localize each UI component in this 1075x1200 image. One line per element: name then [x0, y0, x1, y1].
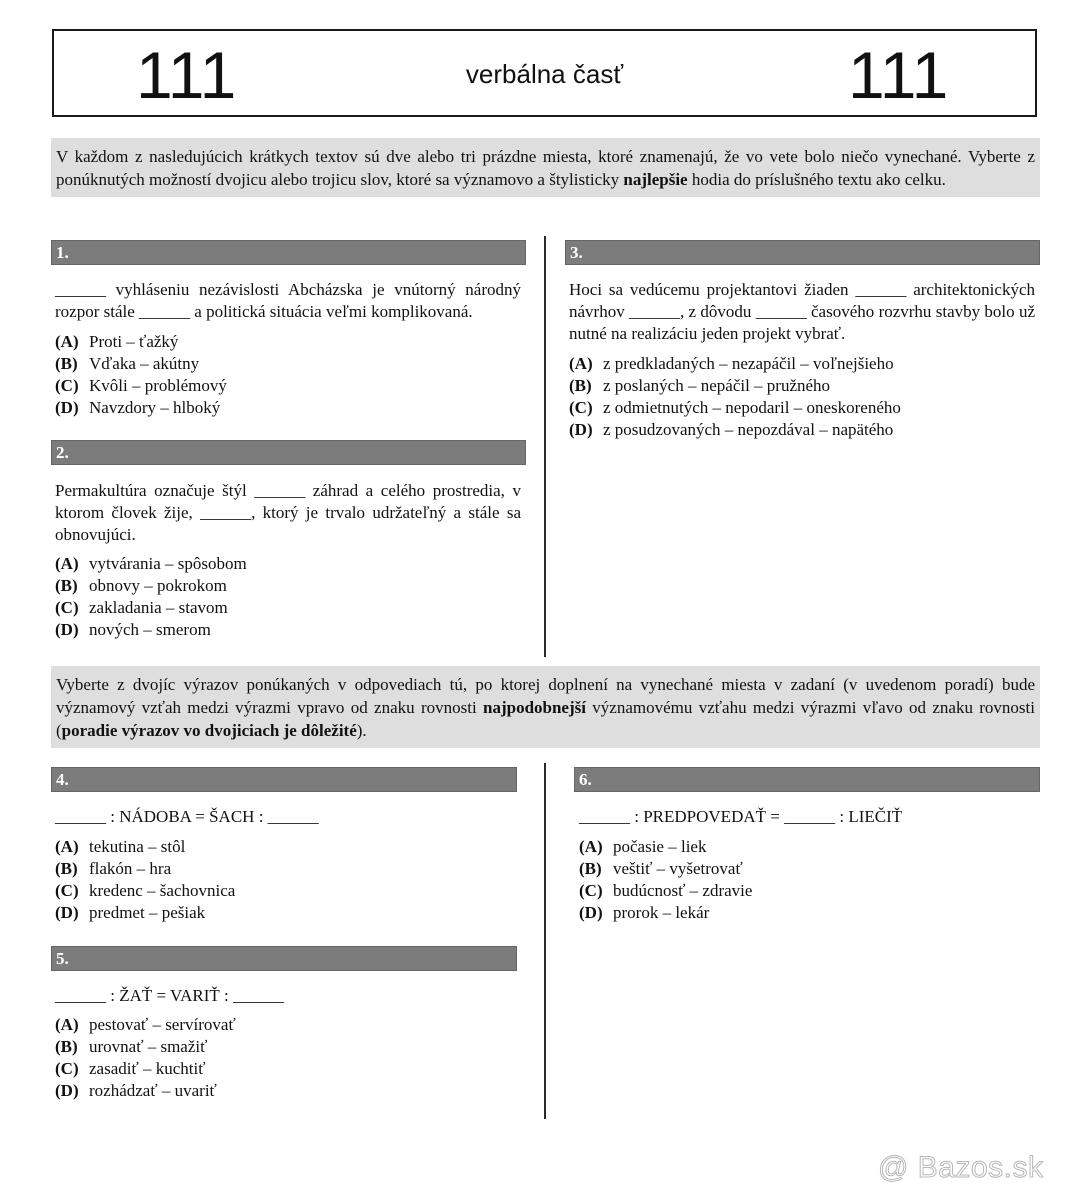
question-4-text: ______ : NÁDOBA = ŠACH : ______ — [55, 807, 319, 826]
instruction-2-text-end: ). — [356, 721, 367, 740]
option-d[interactable]: (D) rozhádzať – uvariť — [55, 1081, 217, 1100]
option-c[interactable]: (C) zakladania – stavom — [55, 598, 228, 617]
option-d[interactable]: (D) Navzdory – hlboký — [55, 398, 221, 417]
instruction-2-bold-2: poradie výrazov vo dvojiciach je dôležité — [61, 721, 357, 740]
option-c[interactable]: (C) z odmietnutých – nepodaril – oneskoreného — [569, 398, 901, 417]
option-b[interactable]: (B) z poslaných – nepáčil – pružného — [569, 376, 831, 395]
instruction-2-text-mid: významovému vzťahu medzi výrazmi vľavo od znaku rovnosti ( — [56, 698, 1035, 740]
column-divider-2 — [544, 763, 546, 1119]
bazos-watermark: @ Bazos.sk — [878, 1151, 1044, 1184]
instruction-2-text: Vyberte z dvojíc výrazov ponúkaných v odpovediach tú, po ktorej doplnení na vynechané miesta v zadaní (v uvedenom poradí) bude významový vzťah medzi výrazmi vpravo od znaku rovnosti — [56, 675, 1035, 717]
instruction-1-text-end: hodia do príslušného textu ako celku. — [687, 170, 946, 189]
option-d[interactable]: (D) prorok – lekár — [579, 903, 710, 922]
question-1-options — [55, 331, 227, 419]
question-5-header: 5. — [51, 946, 517, 971]
question-1-header: 1. — [51, 240, 526, 265]
question-6-text: ______ : PREDPOVEDAŤ = ______ : LIEČIŤ — [579, 807, 903, 826]
header-title: verbálna časť — [465, 59, 624, 89]
option-c[interactable]: (C) budúcnosť – zdravie — [579, 881, 753, 900]
option-d[interactable]: (D) predmet – pešiak — [55, 903, 206, 922]
instruction-block-2 — [51, 666, 1040, 748]
question-6-options — [579, 836, 752, 924]
header-number-right: 111 — [848, 38, 949, 112]
question-1-text: ______ vyhláseniu nezávislosti Abcházska je vnútorný národný rozpor stále ______ a politická situácia veľmi komplikovaná. — [55, 280, 521, 321]
instruction-2-bold: najpodobnejší — [483, 698, 586, 717]
instruction-block-1 — [51, 138, 1040, 197]
option-a[interactable]: (A) počasie – liek — [579, 837, 707, 856]
header-number-left: 111 — [136, 38, 237, 112]
question-2-header: 2. — [51, 440, 526, 465]
option-c[interactable]: (C) kredenc – šachovnica — [55, 881, 236, 900]
header-box — [52, 29, 1037, 117]
option-a[interactable]: (A) pestovať – servírovať — [55, 1015, 236, 1034]
question-3-header: 3. — [565, 240, 1040, 265]
option-d[interactable]: (D) z posudzovaných – nepozdával – napätého — [569, 420, 894, 439]
option-a[interactable]: (A) Proti – ťažký — [55, 332, 179, 351]
question-5-options — [55, 1014, 236, 1102]
column-divider-1 — [544, 236, 546, 657]
option-a[interactable]: (A) tekutina – stôl — [55, 837, 186, 856]
option-d[interactable]: (D) nových – smerom — [55, 620, 211, 639]
question-5-text: ______ : ŽAŤ = VARIŤ : ______ — [55, 986, 285, 1005]
option-b[interactable]: (B) urovnať – smažiť — [55, 1037, 208, 1056]
option-b[interactable]: (B) obnovy – pokrokom — [55, 576, 227, 595]
option-c[interactable]: (C) Kvôli – problémový — [55, 376, 227, 395]
question-3-options — [569, 353, 901, 441]
instruction-1-text: V každom z nasledujúcich krátkych textov sú dve alebo tri prázdne miesta, ktoré znamenajú, že vo vete bolo niečo vynechané. Vyberte z ponúknutých možností dvojicu alebo trojicu slov, ktoré sa významovo a štylisticky — [56, 147, 1035, 189]
option-b[interactable]: (B) veštiť – vyšetrovať — [579, 859, 743, 878]
option-a[interactable]: (A) z predkladaných – nezapáčil – voľnejšieho — [569, 354, 894, 373]
question-2-text: Permakultúra označuje štýl ______ záhrad a celého prostredia, v ktorom človek žije, ______, ktorý je trvalo udržateľný a stále sa obnovujúci. — [55, 481, 521, 544]
option-b[interactable]: (B) Vďaka – akútny — [55, 354, 200, 373]
option-a[interactable]: (A) vytvárania – spôsobom — [55, 554, 247, 573]
option-b[interactable]: (B) flakón – hra — [55, 859, 172, 878]
question-4-options — [55, 836, 235, 924]
instruction-1-bold: najlepšie — [623, 170, 688, 189]
question-4-header: 4. — [51, 767, 517, 792]
question-2-options — [55, 553, 247, 641]
option-c[interactable]: (C) zasadiť – kuchtiť — [55, 1059, 206, 1078]
question-3-text: Hoci sa vedúcemu projektantovi žiaden ______ architektonických návrhov ______, z dôvodu ______ časového rozvrhu stavby bolo už nutné na realizáciu jeden projekt vybrať. — [569, 280, 1035, 343]
question-6-header: 6. — [574, 767, 1040, 792]
